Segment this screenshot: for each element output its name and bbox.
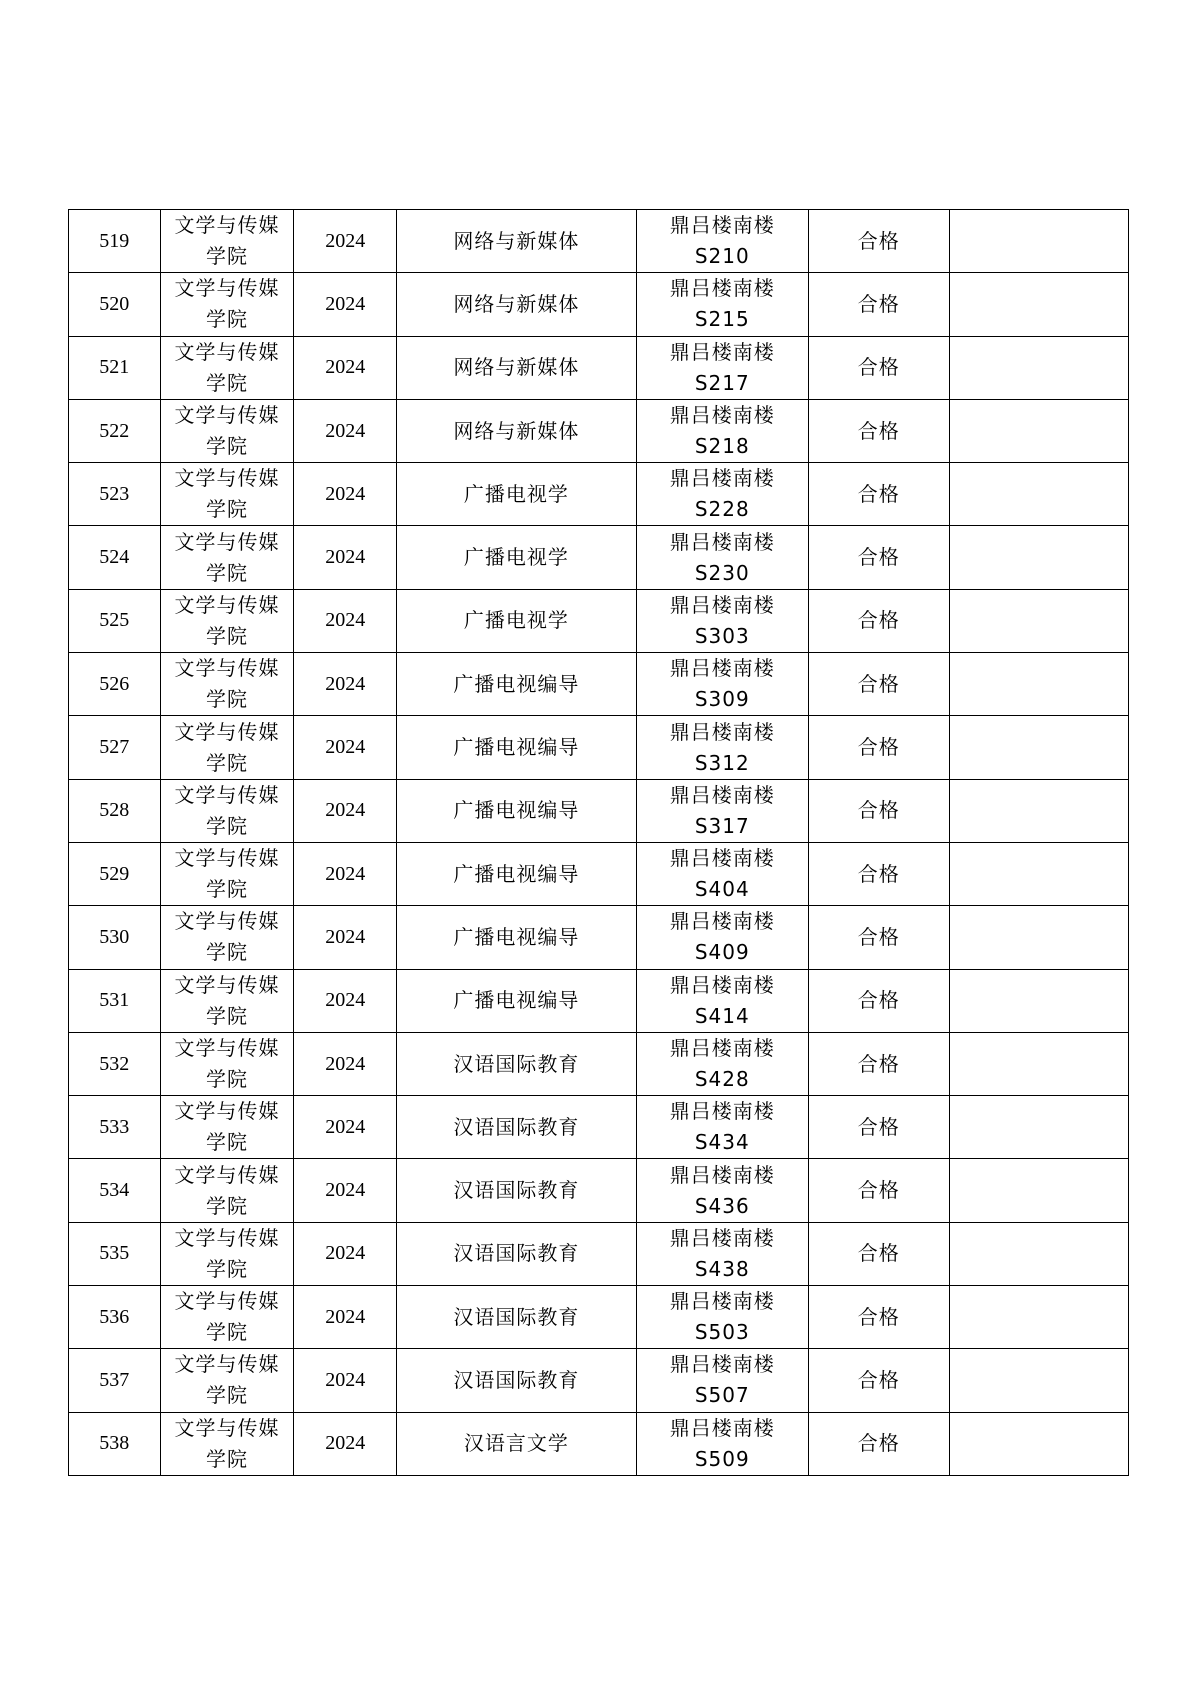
college-cell-line-2: 学院 [206, 750, 249, 775]
year-cell: 2024 [294, 210, 397, 273]
result-cell: 合格 [808, 906, 949, 969]
room-cell-line-2: S434 [694, 1130, 750, 1155]
year-cell: 2024 [294, 1032, 397, 1095]
result-cell: 合格 [808, 463, 949, 526]
room-cell-line-1: 鼎吕楼南楼 [669, 592, 775, 617]
remark-cell [949, 589, 1128, 652]
college-cell-line-1: 文学与传媒 [174, 1352, 280, 1377]
row-number-cell: 520 [69, 273, 161, 336]
room-cell [636, 463, 808, 526]
room-cell-line-1: 鼎吕楼南楼 [669, 972, 775, 997]
table-body [69, 210, 1129, 1476]
room-cell-line-1: 鼎吕楼南楼 [669, 1352, 775, 1377]
college-cell-line-2: 学院 [206, 1193, 249, 1218]
college-cell [160, 842, 294, 905]
year-cell: 2024 [294, 1412, 397, 1475]
college-cell-line-1: 文学与传媒 [174, 276, 280, 301]
room-cell-line-2: S217 [694, 370, 750, 395]
room-cell-line-2: S228 [694, 497, 750, 522]
college-cell-line-2: 学院 [206, 370, 249, 395]
remark-cell [949, 1222, 1128, 1285]
table-row [69, 1032, 1129, 1095]
room-cell-line-1: 鼎吕楼南楼 [669, 403, 775, 428]
table-row [69, 336, 1129, 399]
year-cell: 2024 [294, 906, 397, 969]
row-number-cell: 533 [69, 1096, 161, 1159]
remark-cell [949, 1032, 1128, 1095]
room-cell [636, 1222, 808, 1285]
room-cell-line-2: S317 [694, 813, 750, 838]
room-cell [636, 1412, 808, 1475]
room-cell-line-1: 鼎吕楼南楼 [669, 213, 775, 238]
room-cell-line-1: 鼎吕楼南楼 [669, 719, 775, 744]
major-cell: 广播电视编导 [397, 842, 637, 905]
college-cell-line-1: 文学与传媒 [174, 466, 280, 491]
room-cell [636, 1349, 808, 1412]
room-cell-line-1: 鼎吕楼南楼 [669, 1289, 775, 1314]
room-cell-line-2: S428 [694, 1067, 750, 1091]
room-cell [636, 969, 808, 1032]
table-row [69, 1096, 1129, 1159]
college-cell [160, 589, 294, 652]
row-number-cell: 519 [69, 210, 161, 273]
room-cell [636, 336, 808, 399]
remark-cell [949, 210, 1128, 273]
row-number-cell: 525 [69, 589, 161, 652]
result-cell: 合格 [808, 779, 949, 842]
college-cell-line-1: 文学与传媒 [174, 1099, 280, 1124]
room-cell-line-1: 鼎吕楼南楼 [669, 339, 775, 364]
row-number-cell: 530 [69, 906, 161, 969]
result-cell: 合格 [808, 399, 949, 462]
result-cell: 合格 [808, 969, 949, 1032]
room-cell-line-1: 鼎吕楼南楼 [669, 1415, 775, 1440]
room-cell [636, 779, 808, 842]
result-cell: 合格 [808, 1032, 949, 1095]
year-cell: 2024 [294, 589, 397, 652]
remark-cell [949, 1159, 1128, 1222]
room-cell-line-1: 鼎吕楼南楼 [669, 782, 775, 807]
college-cell [160, 1412, 294, 1475]
college-cell-line-1: 文学与传媒 [174, 592, 280, 617]
row-number-cell: 528 [69, 779, 161, 842]
room-cell-line-2: S409 [694, 940, 750, 965]
room-cell [636, 653, 808, 716]
room-cell-line-2: S438 [694, 1256, 750, 1281]
college-cell-line-2: 学院 [206, 244, 249, 269]
year-cell: 2024 [294, 842, 397, 905]
college-cell-line-2: 学院 [206, 877, 249, 902]
college-cell [160, 1159, 294, 1222]
table-row [69, 653, 1129, 716]
row-number-cell: 523 [69, 463, 161, 526]
college-cell [160, 1286, 294, 1349]
major-cell: 汉语国际教育 [397, 1159, 637, 1222]
room-cell-line-1: 鼎吕楼南楼 [669, 1225, 775, 1250]
college-cell-line-2: 学院 [206, 1003, 249, 1028]
college-cell-line-2: 学院 [206, 1446, 249, 1471]
result-cell: 合格 [808, 210, 949, 273]
major-cell: 汉语言文学 [397, 1412, 637, 1475]
year-cell: 2024 [294, 463, 397, 526]
college-cell-line-1: 文学与传媒 [174, 909, 280, 934]
row-number-cell: 522 [69, 399, 161, 462]
inspection-results-table [68, 209, 1129, 1476]
table-row [69, 842, 1129, 905]
college-cell-line-2: 学院 [206, 687, 249, 712]
result-cell: 合格 [808, 336, 949, 399]
room-cell-line-1: 鼎吕楼南楼 [669, 909, 775, 934]
remark-cell [949, 969, 1128, 1032]
year-cell: 2024 [294, 1096, 397, 1159]
table-row [69, 463, 1129, 526]
room-cell-line-1: 鼎吕楼南楼 [669, 466, 775, 491]
table-row [69, 589, 1129, 652]
college-cell [160, 969, 294, 1032]
table-row [69, 1349, 1129, 1412]
major-cell: 广播电视学 [397, 463, 637, 526]
major-cell: 广播电视编导 [397, 969, 637, 1032]
row-number-cell: 532 [69, 1032, 161, 1095]
result-cell: 合格 [808, 653, 949, 716]
room-cell [636, 1096, 808, 1159]
major-cell: 汉语国际教育 [397, 1349, 637, 1412]
remark-cell [949, 1412, 1128, 1475]
college-cell [160, 653, 294, 716]
year-cell: 2024 [294, 526, 397, 589]
remark-cell [949, 653, 1128, 716]
table-row [69, 716, 1129, 779]
room-cell-line-2: S210 [694, 244, 750, 269]
result-cell: 合格 [808, 1222, 949, 1285]
room-cell [636, 716, 808, 779]
room-cell-line-2: S404 [694, 877, 750, 902]
college-cell-line-1: 文学与传媒 [174, 1036, 280, 1060]
remark-cell [949, 1349, 1128, 1412]
room-cell-line-2: S218 [694, 434, 750, 459]
year-cell: 2024 [294, 716, 397, 779]
year-cell: 2024 [294, 1159, 397, 1222]
college-cell-line-1: 文学与传媒 [174, 656, 280, 681]
room-cell-line-2: S303 [694, 623, 750, 648]
college-cell [160, 210, 294, 273]
college-cell-line-2: 学院 [206, 1130, 249, 1155]
room-cell [636, 906, 808, 969]
room-cell-line-2: S312 [694, 750, 750, 775]
table-row [69, 1412, 1129, 1475]
room-cell [636, 1032, 808, 1095]
row-number-cell: 524 [69, 526, 161, 589]
major-cell: 汉语国际教育 [397, 1096, 637, 1159]
result-cell: 合格 [808, 589, 949, 652]
room-cell-line-1: 鼎吕楼南楼 [669, 529, 775, 554]
year-cell: 2024 [294, 1222, 397, 1285]
table-row [69, 906, 1129, 969]
result-cell: 合格 [808, 1412, 949, 1475]
row-number-cell: 537 [69, 1349, 161, 1412]
college-cell-line-2: 学院 [206, 1067, 249, 1091]
row-number-cell: 526 [69, 653, 161, 716]
college-cell-line-1: 文学与传媒 [174, 403, 280, 428]
row-number-cell: 535 [69, 1222, 161, 1285]
row-number-cell: 538 [69, 1412, 161, 1475]
college-cell [160, 399, 294, 462]
table-row [69, 1159, 1129, 1222]
college-cell-line-1: 文学与传媒 [174, 1289, 280, 1314]
college-cell [160, 1096, 294, 1159]
remark-cell [949, 463, 1128, 526]
college-cell-line-2: 学院 [206, 1383, 249, 1408]
year-cell: 2024 [294, 1349, 397, 1412]
result-cell: 合格 [808, 1286, 949, 1349]
result-cell: 合格 [808, 1159, 949, 1222]
room-cell-line-1: 鼎吕楼南楼 [669, 656, 775, 681]
college-cell-line-2: 学院 [206, 434, 249, 459]
major-cell: 汉语国际教育 [397, 1032, 637, 1095]
college-cell-line-1: 文学与传媒 [174, 213, 280, 238]
room-cell-line-2: S503 [694, 1320, 750, 1345]
table-row [69, 779, 1129, 842]
room-cell-line-2: S309 [694, 687, 750, 712]
college-cell-line-2: 学院 [206, 940, 249, 965]
result-cell: 合格 [808, 526, 949, 589]
remark-cell [949, 906, 1128, 969]
college-cell-line-1: 文学与传媒 [174, 1415, 280, 1440]
major-cell: 汉语国际教育 [397, 1222, 637, 1285]
row-number-cell: 531 [69, 969, 161, 1032]
major-cell: 网络与新媒体 [397, 399, 637, 462]
table-row [69, 273, 1129, 336]
college-cell [160, 716, 294, 779]
row-number-cell: 529 [69, 842, 161, 905]
table-row [69, 1222, 1129, 1285]
table-row [69, 399, 1129, 462]
college-cell [160, 906, 294, 969]
college-cell [160, 463, 294, 526]
college-cell-line-2: 学院 [206, 1320, 249, 1345]
college-cell-line-1: 文学与传媒 [174, 846, 280, 871]
year-cell: 2024 [294, 969, 397, 1032]
room-cell [636, 273, 808, 336]
room-cell-line-1: 鼎吕楼南楼 [669, 1036, 775, 1060]
room-cell-line-2: S507 [694, 1383, 750, 1408]
table-row [69, 1286, 1129, 1349]
result-cell: 合格 [808, 716, 949, 779]
year-cell: 2024 [294, 653, 397, 716]
room-cell-line-2: S230 [694, 560, 750, 585]
college-cell [160, 336, 294, 399]
college-cell-line-1: 文学与传媒 [174, 529, 280, 554]
college-cell [160, 779, 294, 842]
remark-cell [949, 1286, 1128, 1349]
row-number-cell: 536 [69, 1286, 161, 1349]
remark-cell [949, 1096, 1128, 1159]
major-cell: 网络与新媒体 [397, 273, 637, 336]
remark-cell [949, 716, 1128, 779]
major-cell: 网络与新媒体 [397, 336, 637, 399]
room-cell [636, 1159, 808, 1222]
major-cell: 广播电视编导 [397, 779, 637, 842]
major-cell: 广播电视学 [397, 589, 637, 652]
remark-cell [949, 399, 1128, 462]
remark-cell [949, 336, 1128, 399]
room-cell-line-1: 鼎吕楼南楼 [669, 1099, 775, 1124]
row-number-cell: 527 [69, 716, 161, 779]
college-cell-line-2: 学院 [206, 497, 249, 522]
room-cell-line-1: 鼎吕楼南楼 [669, 1162, 775, 1187]
college-cell-line-1: 文学与传媒 [174, 782, 280, 807]
year-cell: 2024 [294, 779, 397, 842]
college-cell-line-2: 学院 [206, 623, 249, 648]
room-cell-line-1: 鼎吕楼南楼 [669, 276, 775, 301]
college-cell-line-2: 学院 [206, 307, 249, 332]
college-cell [160, 273, 294, 336]
room-cell [636, 842, 808, 905]
room-cell-line-1: 鼎吕楼南楼 [669, 846, 775, 871]
room-cell-line-2: S509 [694, 1446, 750, 1471]
remark-cell [949, 526, 1128, 589]
room-cell [636, 1286, 808, 1349]
room-cell [636, 589, 808, 652]
major-cell: 广播电视编导 [397, 653, 637, 716]
result-cell: 合格 [808, 1349, 949, 1412]
remark-cell [949, 842, 1128, 905]
college-cell-line-2: 学院 [206, 560, 249, 585]
row-number-cell: 521 [69, 336, 161, 399]
major-cell: 网络与新媒体 [397, 210, 637, 273]
college-cell [160, 1222, 294, 1285]
year-cell: 2024 [294, 399, 397, 462]
room-cell-line-2: S215 [694, 307, 750, 332]
college-cell [160, 1349, 294, 1412]
year-cell: 2024 [294, 273, 397, 336]
table-row [69, 969, 1129, 1032]
result-cell: 合格 [808, 842, 949, 905]
major-cell: 广播电视编导 [397, 716, 637, 779]
college-cell-line-2: 学院 [206, 813, 249, 838]
table-row [69, 210, 1129, 273]
room-cell-line-2: S436 [694, 1193, 750, 1218]
college-cell [160, 1032, 294, 1095]
room-cell [636, 399, 808, 462]
major-cell: 汉语国际教育 [397, 1286, 637, 1349]
room-cell-line-2: S414 [694, 1003, 750, 1028]
result-cell: 合格 [808, 273, 949, 336]
year-cell: 2024 [294, 336, 397, 399]
result-cell: 合格 [808, 1096, 949, 1159]
college-cell-line-2: 学院 [206, 1256, 249, 1281]
row-number-cell: 534 [69, 1159, 161, 1222]
college-cell-line-1: 文学与传媒 [174, 339, 280, 364]
college-cell-line-1: 文学与传媒 [174, 1162, 280, 1187]
room-cell [636, 210, 808, 273]
table-row [69, 526, 1129, 589]
remark-cell [949, 779, 1128, 842]
room-cell [636, 526, 808, 589]
major-cell: 广播电视学 [397, 526, 637, 589]
year-cell: 2024 [294, 1286, 397, 1349]
major-cell: 广播电视编导 [397, 906, 637, 969]
remark-cell [949, 273, 1128, 336]
college-cell [160, 526, 294, 589]
college-cell-line-1: 文学与传媒 [174, 1225, 280, 1250]
college-cell-line-1: 文学与传媒 [174, 719, 280, 744]
college-cell-line-1: 文学与传媒 [174, 972, 280, 997]
